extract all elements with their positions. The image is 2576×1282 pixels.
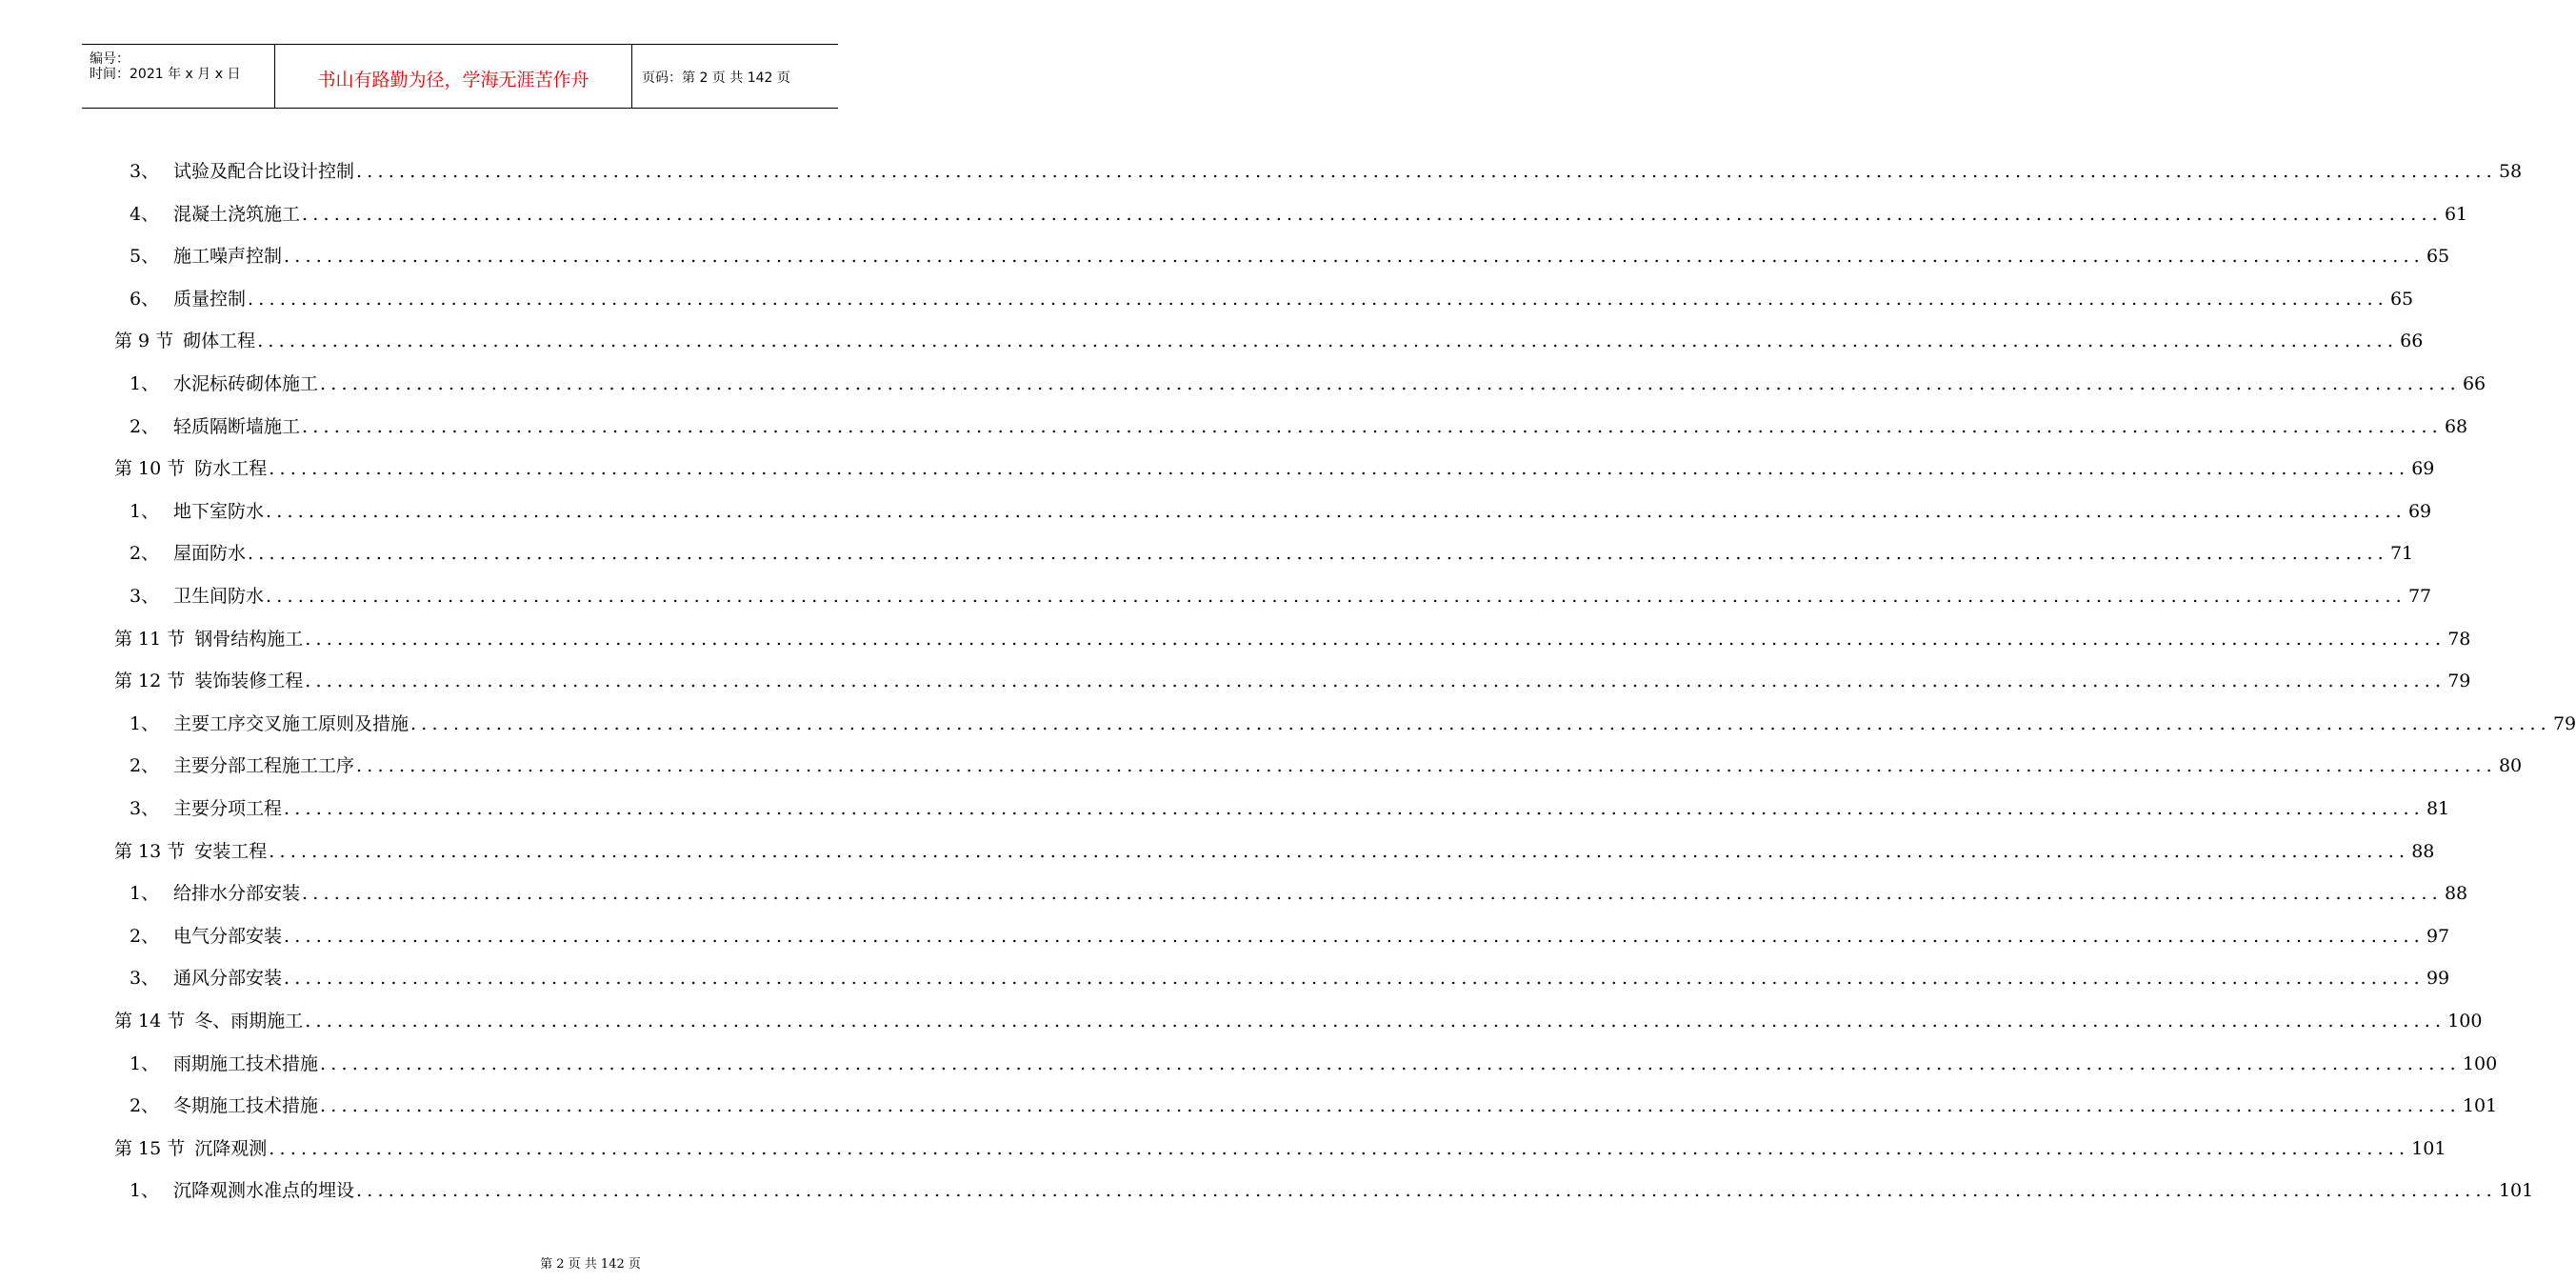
toc-entry-page-number: 65 [2426,246,2450,268]
toc-entry-page-number: 101 [2462,1095,2498,1117]
toc-subsection-entry[interactable] [114,880,2468,907]
document-number-label: 编号： [90,51,130,67]
toc-entry-page-number: 77 [2407,586,2432,607]
toc-dot-leader: ........................................................................................................................................................................................................ [269,840,2410,862]
toc-entry-number: 3、 [130,586,160,607]
header-motto: 书山有路勤为径，学海无涯苦作舟 [317,70,589,90]
toc-entry-page-number: 81 [2426,798,2450,819]
toc-dot-leader: ........................................................................................................................................................................................................ [284,798,2425,819]
toc-entry-page-number: 66 [2462,373,2486,394]
toc-entry-title: 电气分部安装 [173,925,283,947]
toc-entry-page-number: 88 [2444,883,2468,905]
toc-entry-title: 冬、雨期施工 [194,1011,304,1032]
toc-section-entry[interactable] [114,838,2435,865]
toc-entry-page-number: 100 [2462,1052,2498,1074]
page-header [82,44,838,109]
toc-entry-title: 地下室防水 [173,500,265,522]
toc-section-entry[interactable] [114,1008,2483,1034]
toc-entry-title: 雨期施工技术措施 [173,1052,319,1074]
toc-entry-title: 装饰装修工程 [194,671,304,692]
toc-section-entry[interactable] [114,1135,2446,1162]
toc-entry-page-number: 78 [2447,628,2471,650]
header-motto-cell [274,45,632,108]
toc-entry-number: 2、 [130,543,160,565]
toc-entry-number: 第 15 节 [114,1137,186,1159]
toc-section-entry[interactable] [114,455,2435,482]
toc-entry-number: 1、 [130,883,160,905]
toc-entry-title: 防水工程 [194,458,268,480]
toc-entry-title: 主要分项工程 [173,798,283,819]
toc-entry-title: 砌体工程 [183,331,256,352]
toc-entry-number: 第 9 节 [114,331,174,352]
toc-entry-page-number: 100 [2447,1011,2483,1032]
toc-subsection-entry[interactable] [114,540,2414,567]
header-page-cell [632,45,838,108]
toc-entry-number: 3、 [130,798,160,819]
toc-entry-title: 屋面防水 [173,543,247,565]
toc-entry-number: 6、 [130,288,160,310]
toc-dot-leader: ........................................................................................................................................................................................................ [302,883,2443,905]
toc-dot-leader: ........................................................................................................................................................................................................ [248,288,2388,310]
toc-section-entry[interactable] [114,668,2471,694]
toc-dot-leader: ........................................................................................................................................................................................................ [305,671,2446,692]
toc-dot-leader: ........................................................................................................................................................................................................ [284,246,2425,268]
toc-dot-leader: ........................................................................................................................................................................................................ [320,373,2461,394]
toc-entry-number: 1、 [130,712,160,734]
toc-dot-leader: ........................................................................................................................................................................................................ [269,458,2410,480]
toc-entry-page-number: 69 [2407,500,2432,522]
toc-entry-number: 3、 [130,161,160,182]
toc-entry-number: 1、 [130,1180,160,1202]
toc-entry-number: 第 10 节 [114,458,186,480]
toc-dot-leader: ........................................................................................................................................................................................................ [320,1052,2461,1074]
toc-entry-page-number: 68 [2444,415,2468,437]
page-footer: 第 2 页 共 142 页 [540,1257,641,1272]
toc-dot-leader: ........................................................................................................................................................................................................ [284,925,2425,947]
toc-entry-number: 1、 [130,373,160,394]
toc-entry-number: 5、 [130,246,160,268]
toc-entry-number: 第 12 节 [114,671,186,692]
toc-entry-title: 冬期施工技术措施 [173,1095,319,1117]
toc-entry-title: 给排水分部安装 [173,883,301,905]
toc-entry-number: 2、 [130,1095,160,1117]
toc-entry-number: 2、 [130,415,160,437]
toc-entry-page-number: 80 [2498,755,2523,777]
toc-subsection-entry[interactable] [114,201,2468,228]
toc-subsection-entry[interactable] [114,711,2576,737]
toc-dot-leader: ........................................................................................................................................................................................................ [356,1180,2497,1202]
toc-subsection-entry[interactable] [114,371,2486,397]
toc-entry-number: 第 14 节 [114,1011,186,1032]
toc-subsection-entry[interactable] [114,583,2432,610]
toc-dot-leader: ........................................................................................................................................................................................................ [266,586,2406,607]
toc-entry-title: 主要分部工程施工工序 [173,755,355,777]
toc-entry-title: 施工噪声控制 [173,246,283,268]
toc-subsection-entry[interactable] [114,158,2523,185]
toc-entry-number: 2、 [130,755,160,777]
toc-dot-leader: ........................................................................................................................................................................................................ [284,968,2425,990]
toc-entry-number: 1、 [130,500,160,522]
toc-entry-page-number: 58 [2498,161,2523,182]
toc-subsection-entry[interactable] [114,1092,2498,1119]
toc-entry-title: 混凝土浇筑施工 [173,203,301,225]
toc-entry-title: 钢骨结构施工 [194,628,304,650]
toc-entry-number: 第 13 节 [114,840,186,862]
header-info-cell [82,45,274,108]
toc-subsection-entry[interactable] [114,795,2450,822]
toc-entry-page-number: 61 [2444,203,2468,225]
toc-entry-page-number: 71 [2389,543,2414,565]
toc-entry-number: 4、 [130,203,160,225]
toc-dot-leader: ........................................................................................................................................................................................................ [257,331,2399,352]
toc-entry-page-number: 79 [2447,671,2471,692]
toc-dot-leader: ........................................................................................................................................................................................................ [302,203,2443,225]
toc-entry-title: 沉降观测 [194,1137,268,1159]
toc-entry-page-number: 97 [2426,925,2450,947]
toc-entry-title: 水泥标砖砌体施工 [173,373,319,394]
toc-entry-page-number: 101 [2498,1180,2534,1202]
toc-entry-page-number: 88 [2411,840,2435,862]
toc-subsection-entry[interactable] [114,413,2468,440]
toc-entry-title: 卫生间防水 [173,586,265,607]
toc-dot-leader: ........................................................................................................................................................................................................ [305,1011,2446,1032]
toc-subsection-entry[interactable] [114,1051,2498,1077]
document-time-label: 时间：2021 年 x 月 x 日 [90,67,241,82]
toc-dot-leader: ........................................................................................................................................................................................................ [248,543,2388,565]
toc-dot-leader: ........................................................................................................................................................................................................ [356,161,2497,182]
toc-entry-title: 主要工序交叉施工原则及措施 [173,712,409,734]
toc-entry-title: 安装工程 [194,840,268,862]
header-page-label: 页码：第 2 页 共 142 页 [642,70,790,86]
toc-dot-leader: ........................................................................................................................................................................................................ [356,755,2497,777]
toc-entry-page-number: 79 [2552,712,2576,734]
toc-subsection-entry[interactable] [114,923,2450,950]
toc-dot-leader: ........................................................................................................................................................................................................ [269,1137,2410,1159]
toc-dot-leader: ........................................................................................................................................................................................................ [266,500,2406,522]
toc-entry-page-number: 99 [2426,968,2450,990]
toc-dot-leader: ........................................................................................................................................................................................................ [410,712,2551,734]
toc-subsection-entry[interactable] [114,1177,2534,1204]
toc-entry-title: 质量控制 [173,288,247,310]
toc-entry-page-number: 101 [2411,1137,2446,1159]
toc-dot-leader: ........................................................................................................................................................................................................ [320,1095,2461,1117]
toc-entry-number: 1、 [130,1052,160,1074]
toc-section-entry[interactable] [114,328,2424,354]
toc-dot-leader: ........................................................................................................................................................................................................ [302,415,2443,437]
toc-entry-title: 沉降观测水准点的埋设 [173,1180,355,1202]
toc-entry-number: 3、 [130,968,160,990]
toc-section-entry[interactable] [114,626,2471,652]
toc-entry-title: 轻质隔断墙施工 [173,415,301,437]
toc-entry-title: 通风分部安装 [173,968,283,990]
toc-entry-page-number: 66 [2400,331,2424,352]
toc-subsection-entry[interactable] [114,752,2523,779]
toc-subsection-entry[interactable] [114,243,2450,270]
toc-subsection-entry[interactable] [114,498,2432,525]
toc-entry-page-number: 65 [2389,288,2414,310]
toc-entry-title: 试验及配合比设计控制 [173,161,355,182]
toc-subsection-entry[interactable] [114,286,2414,312]
toc-subsection-entry[interactable] [114,965,2450,992]
toc-entry-number: 2、 [130,925,160,947]
toc-entry-number: 第 11 节 [114,628,186,650]
toc-entry-page-number: 69 [2411,458,2435,480]
toc-dot-leader: ........................................................................................................................................................................................................ [305,628,2446,650]
